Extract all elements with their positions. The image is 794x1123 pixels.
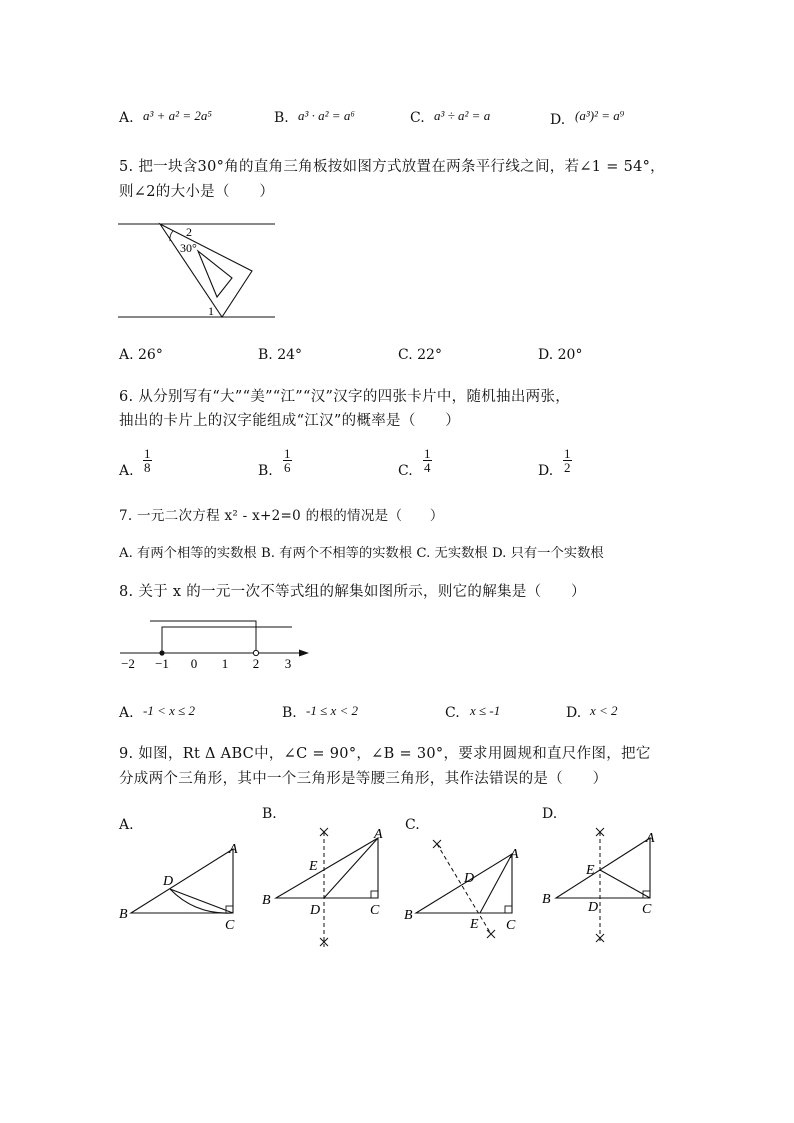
label-b: B (119, 907, 128, 922)
q5-stem-line2: 则∠2的大小是（ ） (119, 184, 275, 200)
label-c: C (370, 903, 380, 918)
point-2-open (253, 650, 258, 655)
q8-number-line (112, 615, 317, 673)
q6-option-d-letter: D. (538, 463, 554, 479)
q4-option-b-letter: B. (274, 110, 289, 126)
angle-2-label: 2 (186, 225, 192, 239)
label-d: D (310, 903, 321, 918)
q4-option-b-expr: a³ · a² = a⁶ (298, 108, 355, 123)
tick-label: 1 (221, 656, 229, 671)
q8-stem: 8. 关于 x 的一元一次不等式组的解集如图所示，则它的解集是（ ） (119, 584, 586, 600)
q5-option-a: A. 26° (119, 347, 163, 363)
label-c: C (225, 918, 235, 933)
q7-stem: 7. 一元二次方程 x² - x+2=0 的根的情况是（ ） (119, 508, 444, 524)
axis-tick-labels (121, 656, 291, 671)
q5-figure (110, 215, 290, 327)
q7-options: A. 有两个相等的实数根 B. 有两个不相等的实数根 C. 无实数根 D. 只有一个实数根 (119, 546, 604, 561)
label-a: A (374, 827, 383, 842)
tick-label: −2 (121, 656, 135, 671)
q5-stem-line1: 5. 把一块含30°角的直角三角板按如图方式放置在两条平行线之间，若∠1 = 54°， (119, 159, 665, 175)
tick-label: 0 (190, 656, 198, 671)
label-d: D (588, 900, 599, 915)
label-a: A (646, 831, 655, 846)
label-e: E (470, 917, 479, 932)
label-c: C (506, 918, 516, 933)
q8-option-a-letter: A. (119, 705, 134, 721)
tick-label: −1 (155, 656, 169, 671)
q9-stem-line2: 分成两个三角形，其中一个三角形是等腰三角形，其作法错误的是（ ） (119, 771, 608, 787)
q9-figure-d-letter: D. (542, 806, 558, 822)
label-a: A (229, 842, 238, 857)
q4-option-c-expr: a³ ÷ a² = a (434, 108, 491, 123)
q9-figure-c (400, 830, 535, 945)
solution-bracket-upper (150, 621, 256, 653)
q4-option-d-letter: D. (550, 112, 566, 128)
q9-stem-line1: 9. 如图，Rt Δ ABC中，∠C = 90°，∠B = 30°，要求用圆规和直尺作图，把它 (119, 746, 651, 762)
point-minus1-solid (159, 650, 164, 655)
q8-option-d-expr: x < 2 (590, 703, 618, 718)
q6-option-b-letter: B. (258, 463, 273, 479)
q6-option-d-fraction: $\frac{1}{2}$ (564, 446, 571, 475)
q9-figure-b-letter: B. (262, 806, 277, 822)
axis-arrow (299, 650, 309, 657)
q6-option-c-letter: C. (398, 463, 413, 479)
label-e: E (586, 863, 595, 878)
q8-option-c-letter: C. (445, 705, 460, 721)
q4-option-a-expr: a³ + a² = 2a⁵ (143, 108, 212, 123)
q6-stem-line2: 抽出的卡片上的汉字能组成“江汉”的概率是（ ） (119, 413, 461, 429)
q8-option-a-expr: -1 < x ≤ 2 (143, 703, 196, 718)
label-c: C (642, 902, 652, 917)
q5-option-b: B. 24° (258, 347, 303, 363)
label-b: B (404, 908, 413, 923)
q9-figure-a (115, 835, 250, 935)
label-b: B (542, 892, 551, 907)
q8-option-c-expr: x ≤ -1 (470, 703, 501, 718)
label-b: B (262, 893, 271, 908)
q9-figure-a-letter: A. (119, 817, 134, 833)
q6-stem-line1: 6. 从分别写有“大”“美”“江”“汉”汉字的四张卡片中，随机抽出两张， (119, 389, 571, 405)
label-d: D (464, 871, 475, 886)
label-d: D (163, 874, 174, 889)
q8-option-b-expr: -1 ≤ x < 2 (306, 703, 359, 718)
q9-figure-b (258, 822, 393, 950)
angle-1-label: 1 (208, 304, 214, 318)
q6-option-b-fraction: $\frac{1}{6}$ (284, 446, 291, 475)
solution-bracket-lower (162, 627, 292, 653)
q4-option-c-letter: C. (410, 110, 425, 126)
label-e: E (309, 859, 318, 874)
q9-figure-d (540, 822, 670, 947)
q4-option-a-letter: A. (119, 110, 134, 126)
q6-option-a-fraction: $\frac{1}{8}$ (144, 446, 151, 475)
label-a: A (510, 847, 519, 862)
q4-option-d-expr: (a³)² = a⁹ (575, 108, 625, 123)
tick-label: 2 (252, 656, 260, 671)
q6-option-a-letter: A. (119, 463, 134, 479)
q6-option-c-fraction: $\frac{1}{4}$ (424, 446, 431, 475)
tick-label: 3 (284, 656, 292, 671)
q5-option-d: D. 20° (538, 347, 583, 363)
q9-figure-c-letter: C. (405, 817, 420, 833)
q8-option-b-letter: B. (282, 705, 297, 721)
q5-option-c: C. 22° (398, 347, 442, 363)
angle-30-label: 30° (180, 241, 197, 255)
q8-option-d-letter: D. (566, 705, 582, 721)
